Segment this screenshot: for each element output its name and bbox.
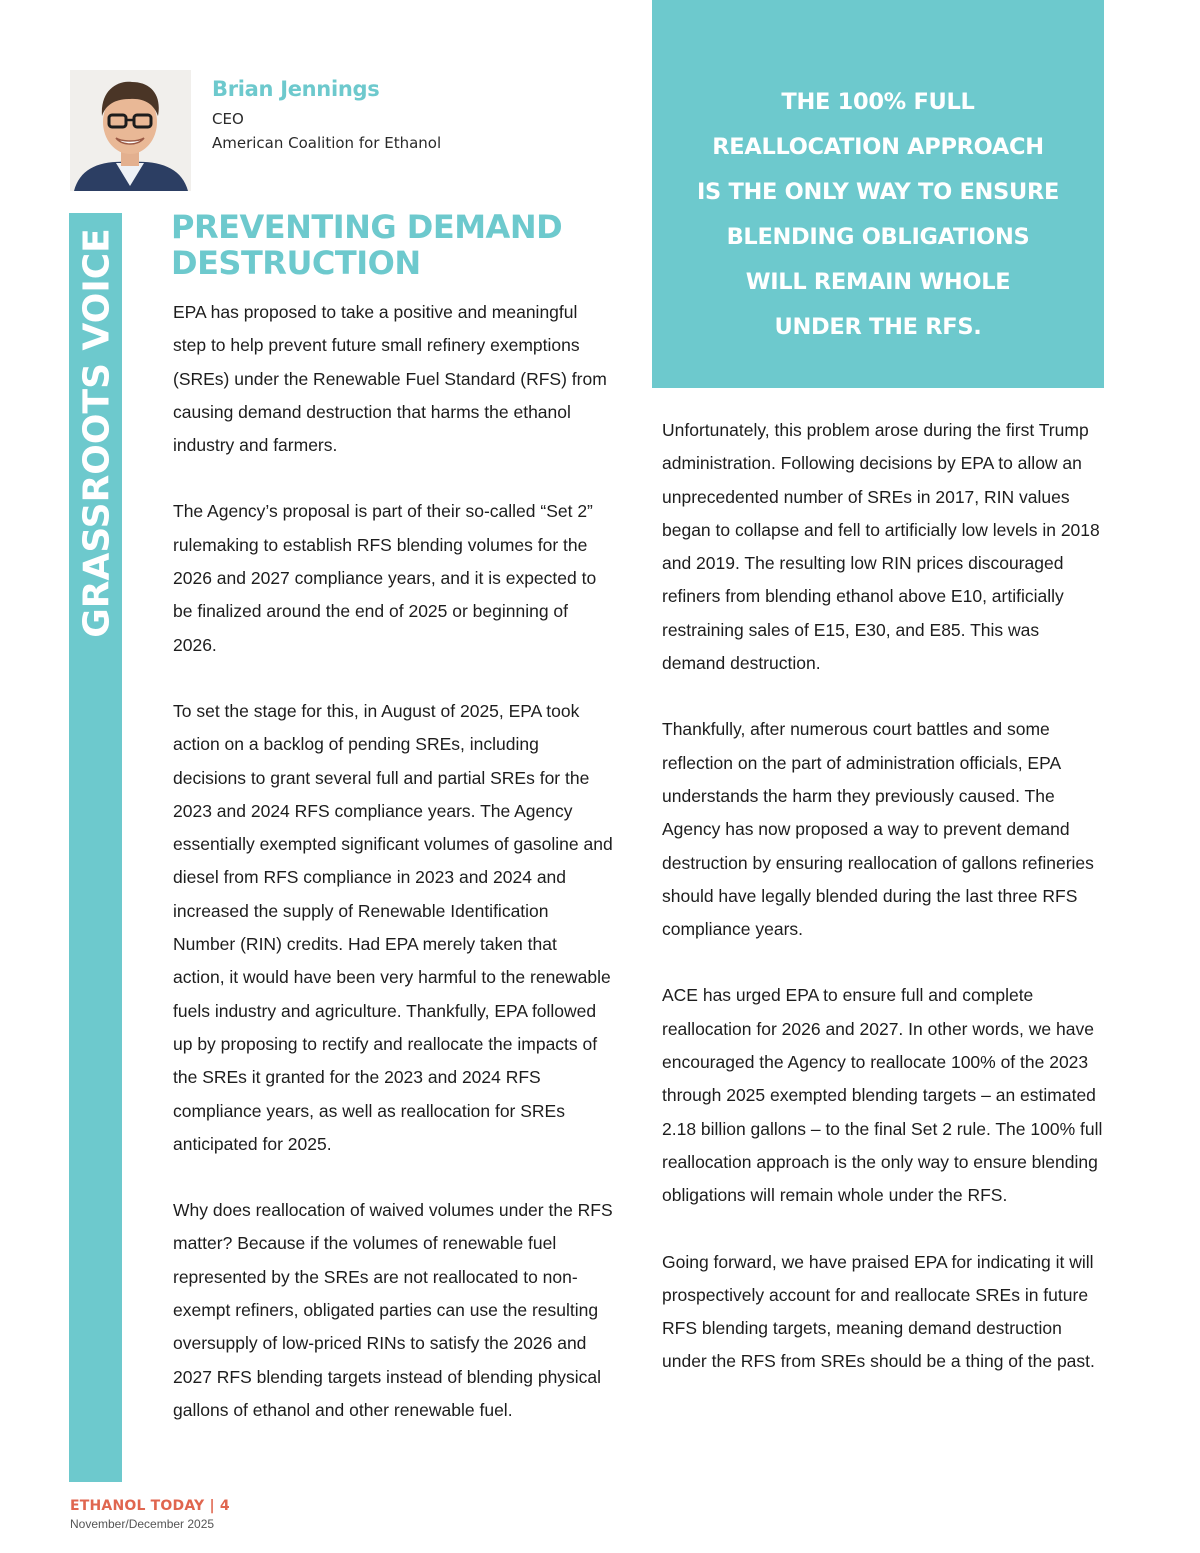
paragraph: Unfortunately, this problem arose during the first Trump administration. Following decisions by EPA to allow an unprecedented number of SREs in 2017, RIN values began to collapse and fell to artificially low levels in 2018 and 2019. The resulting low RIN prices discouraged refiners from blending ethanol above E10, artificially restraining sales of E15, E30, and E85. This was demand destruction.: [662, 420, 1100, 674]
author-role: CEO: [212, 110, 244, 128]
paragraph: The Agency’s proposal is part of their so-called “Set 2” rulemaking to establish RFS blending volumes for the 2026 and 2027 compliance years, and it is expected to be finalized around the end of 2025 or beginning of 2026.: [173, 501, 597, 655]
paragraph: To set the stage for this, in August of 2025, EPA took action on a backlog of pending SREs, including decisions to grant several full and partial SREs for the 2023 and 2024 RFS compliance years. The Agency essentially exempted significant volumes of gasoline and diesel from RFS compliance in 2023 and 2024 and increased the supply of Renewable Identification Number (RIN) credits. Had EPA merely taken that action, it would have been very harmful to the renewable fuels industry and agriculture. Thankfully, EPA followed up by proposing to rectify and reallocate the impacts of the SREs it granted for the 2023 and 2024 RFS compliance years, as well as reallocation for SREs anticipated for 2025.: [173, 700, 613, 1154]
paragraph: ACE has urged EPA to ensure full and complete reallocation for 2026 and 2027. In other words, we have encouraged the Agency to reallocate 100% of the 2023 through 2025 exempted blending targets – an estimated 2.18 billion gallons – to the final Set 2 rule. The 100% full reallocation approach is the only way to ensure blending obligations will remain whole under the RFS.: [662, 985, 1103, 1206]
pull-quote-line: IS THE ONLY WAY TO ENSURE: [696, 179, 1060, 205]
author-photo: [70, 70, 191, 191]
pull-quote-box: [652, 0, 1104, 388]
footer-magazine-page: ETHANOL TODAY | 4: [70, 1498, 230, 1514]
author-organization: American Coalition for Ethanol: [212, 134, 442, 152]
pull-quote-line: THE 100% FULL: [781, 89, 975, 115]
pull-quote-line: BLENDING OBLIGATIONS: [726, 224, 1030, 250]
author-portrait-image: [70, 70, 191, 191]
footer-issue-date: November/December 2025: [70, 1517, 215, 1531]
pull-quote-line: REALLOCATION APPROACH: [712, 134, 1044, 160]
paragraph: EPA has proposed to take a positive and meaningful step to help prevent future small refinery exemptions (SREs) under the Renewable Fuel Standard (RFS) from causing demand destruction that harms the ethanol industry and farmers.: [173, 302, 607, 456]
pull-quote: [672, 80, 1084, 350]
right-column: [662, 414, 1107, 1412]
section-label: GRASSROOTS VOICE: [76, 228, 118, 638]
headline-line: DESTRUCTION: [171, 244, 421, 282]
left-column: [173, 296, 613, 1460]
pull-quote-line: UNDER THE RFS.: [774, 314, 982, 340]
paragraph: Why does reallocation of waived volumes under the RFS matter? Because if the volumes of renewable fuel represented by the SREs are not reallocated to non-exempt refiners, obligated parties can use the resulting oversupply of low-priced RINs to satisfy the 2026 and 2027 RFS blending targets instead of blending physical gallons of ethanol and other renewable fuel.: [173, 1200, 613, 1420]
paragraph: Thankfully, after numerous court battles and some reflection on the part of administration officials, EPA understands the harm they previously caused. The Agency has now proposed a way to prevent demand destruction by ensuring reallocation of gallons refineries should have legally blended during the last three RFS compliance years.: [662, 719, 1094, 940]
headline-line: PREVENTING DEMAND: [171, 208, 563, 246]
author-name: Brian Jennings: [212, 77, 380, 101]
paragraph: Going forward, we have praised EPA for indicating it will prospectively account for and reallocate SREs in future RFS blending targets, meaning demand destruction under the RFS from SREs should be a thing of the past.: [662, 1251, 1095, 1372]
pull-quote-line: WILL REMAIN WHOLE: [745, 269, 1011, 295]
article-headline: [171, 209, 611, 281]
